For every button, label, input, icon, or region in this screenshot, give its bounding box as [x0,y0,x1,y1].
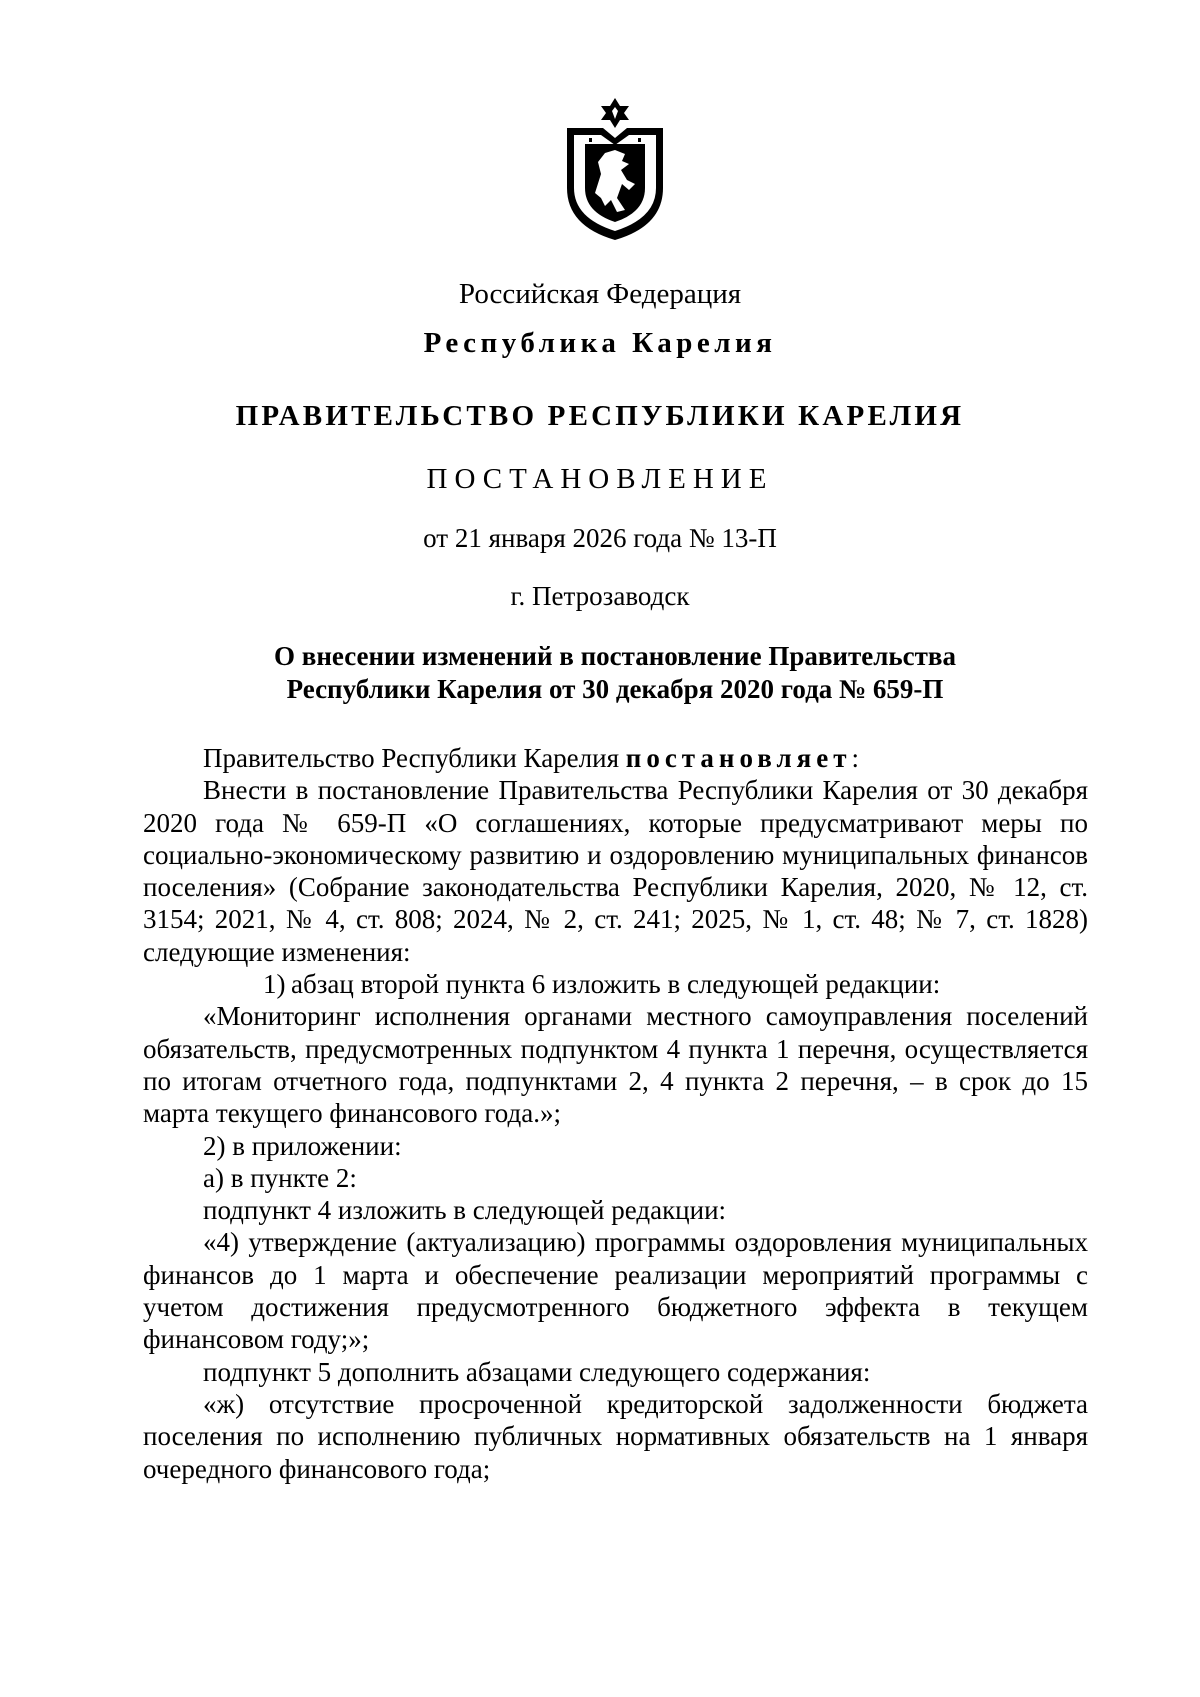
government-name: ПРАВИТЕЛЬСТВО РЕСПУБЛИКИ КАРЕЛИЯ [235,400,965,432]
paragraph-monitoring: «Мониторинг исполнения органами местного самоуправления поселений обязательств, предусмотренных подпунктом 4 пункта 1 перечня, осуществляется по итогам отчетного года, подпунктами 2, 4 пункта 2 перечня, – в срок до 15 марта текущего финансового года.»; [143,1001,1088,1129]
paragraph-item-2: 2) в приложении: [203,1130,402,1161]
subject-line-1: О внесении изменений в постановление Правительства [274,641,956,671]
document-type: ПОСТАНОВЛЕНИЕ [426,463,774,495]
paragraph-item-1: 1) абзац второй пункта 6 изложить в следующей редакции: [263,969,941,1000]
subject-line-2: Республики Карелия от 30 декабря 2020 года № 659-П [286,674,944,704]
paragraph-subitem-5-intro: подпункт 5 дополнить абзацами следующего содержания: [203,1356,871,1387]
karelia-coat-of-arms-icon [565,98,665,240]
resolves-word: постановляет [625,743,852,773]
document-body [143,742,1088,1485]
country-name: Российская Федерация [458,278,742,310]
paragraph-item-2a: а) в пункте 2: [203,1162,357,1193]
paragraph-preamble: Правительство Республики Карелия постановляет: [203,743,860,773]
paragraph-subitem-zh: «ж) отсутствие просроченной кредиторской задолженности бюджета поселения по исполнению публичных нормативных обязательств на 1 января очередного финансового года; [143,1388,1088,1484]
document-subject [140,640,1090,706]
document-city: г. Петрозаводск [510,581,690,611]
document-date-number: от 21 января 2026 года № 13-П [423,523,777,553]
paragraph-amendments-intro: Внести в постановление Правительства Республики Карелия от 30 декабря 2020 года № 659-П «О соглашениях, которые предусматривают меры по социально-экономическому развитию и оздоровлению муниципальных финансов поселения» (Собрание законодательства Республики Карелия, 2020, № 12, ст. 3154; 2021, № 4, ст. 808; 2024, № 2, ст. 241; 2025, № 1, ст. 48; № 7, ст. 1828) следующие изменения: [143,775,1088,967]
paragraph-subitem-4-text: «4) утверждение (актуализацию) программы оздоровления муниципальных финансов до 1 марта и обеспечение реализации мероприятий программы с учетом достижения предусмотренного бюджетного эффекта в текущем финансовом году;»; [143,1227,1088,1355]
republic-name: Республика Карелия [423,327,777,359]
paragraph-subitem-4-intro: подпункт 4 изложить в следующей редакции: [203,1195,727,1226]
